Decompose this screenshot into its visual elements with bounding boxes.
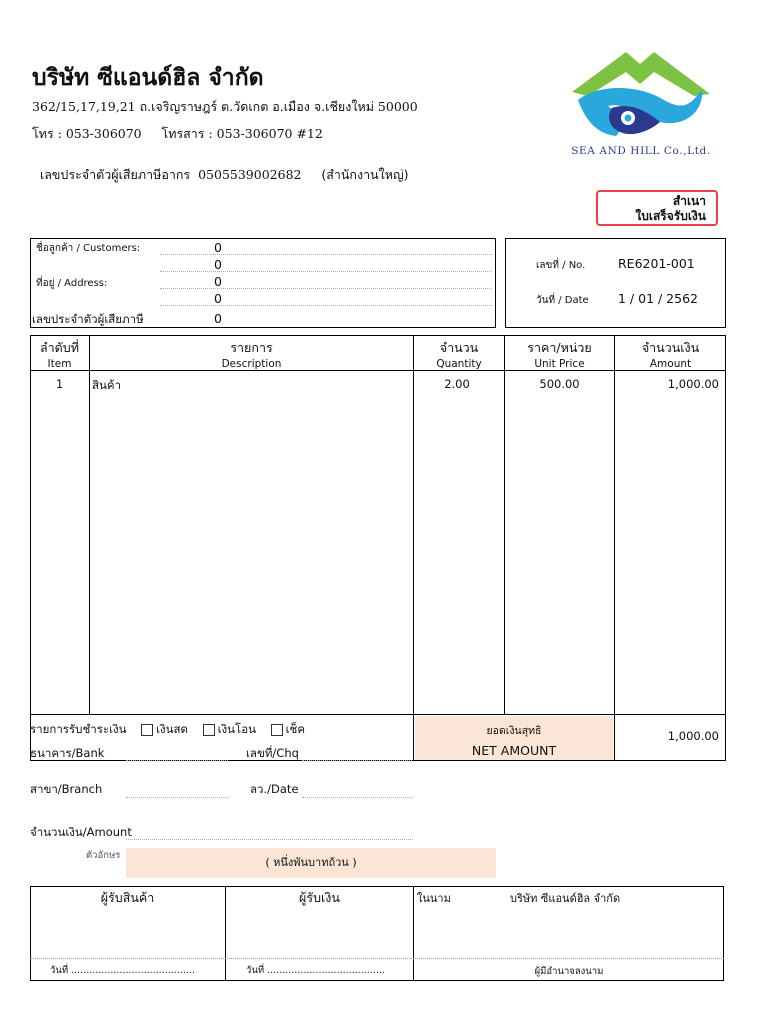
customer-tax-value: 0 bbox=[214, 311, 222, 326]
row-item: 1 bbox=[55, 377, 64, 391]
customer-address-label: ที่อยู่ / Address: bbox=[36, 278, 108, 289]
cash-checkbox[interactable] bbox=[141, 724, 153, 736]
invoice-no-label: เลขที่ / No. bbox=[536, 260, 586, 271]
table-divider bbox=[413, 335, 414, 761]
amount-label: จำนวนเงิน/Amount bbox=[30, 825, 132, 839]
header-amount-en: Amount bbox=[649, 358, 692, 370]
company-tax-id: 0505539002682 bbox=[198, 167, 302, 182]
net-amount-label-en: NET AMOUNT bbox=[471, 743, 557, 758]
on-behalf-company: บริษัท ซีแอนด์ฮิล จำกัด bbox=[510, 892, 621, 905]
cash-label: เงินสด bbox=[156, 722, 189, 736]
transfer-label: เงินโอน bbox=[217, 722, 256, 736]
row-unit-price: 500.00 bbox=[539, 377, 580, 391]
row-amount: 1,000.00 bbox=[667, 377, 719, 391]
company-name: บริษัท ซีแอนด์ฮิล จำกัด bbox=[32, 64, 264, 91]
invoice-info-box bbox=[505, 238, 726, 328]
header-unit-price-th: ราคา/หน่วย bbox=[527, 340, 592, 355]
company-address: 362/15,17,19,21 ถ.เจริญราษฎร์ ต.วัดเกต อ.เมือง จ.เชียงใหม่ 50000 bbox=[32, 99, 418, 114]
header-description bbox=[90, 338, 413, 370]
header-item-en: Item bbox=[47, 358, 72, 370]
items-table bbox=[30, 335, 726, 761]
bank-field[interactable] bbox=[126, 744, 228, 761]
cheque-checkbox[interactable] bbox=[271, 724, 283, 736]
table-divider bbox=[89, 335, 90, 715]
net-amount-label-th: ยอดเงินสุทธิ bbox=[486, 725, 542, 737]
header-amount-th: จำนวนเงิน bbox=[641, 340, 700, 355]
branch-label: สาขา/Branch bbox=[30, 782, 103, 796]
row-quantity: 2.00 bbox=[444, 377, 470, 391]
header-quantity bbox=[414, 338, 504, 370]
goods-receiver-label: ผู้รับสินค้า bbox=[100, 890, 155, 905]
words-label: ตัวอักษร bbox=[86, 850, 121, 861]
header-description-en: Description bbox=[221, 358, 282, 370]
authorized-signature-label: ผู้มีอำนาจลงนาม bbox=[534, 966, 604, 977]
table-divider bbox=[614, 335, 615, 761]
customer-address-value: 0 bbox=[160, 274, 492, 289]
amount-field[interactable] bbox=[126, 823, 413, 840]
company-branch: (สำนักงานใหญ่) bbox=[321, 167, 409, 182]
goods-receiver-date: วันที่ ......................................... bbox=[50, 965, 195, 976]
table-header-rule bbox=[30, 370, 726, 371]
invoice-date-value: 1 / 01 / 2562 bbox=[618, 291, 698, 306]
branch-field[interactable] bbox=[126, 781, 228, 798]
amount-in-words: ( หนึ่งพันบาทถ้วน ) bbox=[126, 848, 496, 878]
cheque-no-field[interactable] bbox=[302, 744, 412, 761]
header-item bbox=[30, 338, 89, 370]
customer-name-value-2: 0 bbox=[160, 257, 492, 272]
bank-label: ธนาคาร/Bank bbox=[30, 746, 105, 760]
money-receiver-label: ผู้รับเงิน bbox=[299, 890, 340, 905]
customer-address-value-2: 0 bbox=[160, 291, 492, 306]
header-unit-price bbox=[505, 338, 614, 370]
payment-label: รายการรับชำระเงิน bbox=[30, 722, 127, 736]
customer-name-label: ชื่อลูกค้า / Customers: bbox=[36, 243, 141, 254]
customer-tax-label: เลขประจำตัวผู้เสียภาษี bbox=[32, 312, 144, 326]
invoice-date-label: วันที่ / Date bbox=[536, 295, 589, 306]
cheque-date-label: ลว./Date bbox=[250, 782, 299, 796]
cheque-date-field[interactable] bbox=[302, 781, 412, 798]
header-description-th: รายการ bbox=[230, 340, 273, 355]
invoice-no-value: RE6201-001 bbox=[618, 256, 695, 271]
transfer-checkbox[interactable] bbox=[203, 724, 215, 736]
net-amount-value: 1,000.00 bbox=[667, 729, 719, 743]
header-item-th: ลำดับที่ bbox=[40, 340, 79, 355]
table-divider bbox=[504, 335, 505, 715]
logo-text: SEA AND HILL Co.,Ltd. bbox=[571, 145, 711, 157]
cheque-no-label: เลขที่/Chq bbox=[246, 746, 299, 760]
company-phone: โทร : 053-306070 โทรสาร : 053-306070 #12 bbox=[32, 126, 323, 141]
document-title-box bbox=[596, 190, 718, 226]
header-unit-price-en: Unit Price bbox=[534, 358, 585, 370]
cheque-label: เช็ค bbox=[285, 722, 306, 736]
table-footer-rule bbox=[30, 714, 726, 715]
company-tax-label: เลขประจำตัวผู้เสียภาษีอากร bbox=[39, 167, 191, 182]
signature-date-rule bbox=[30, 958, 724, 959]
copy-label: สำเนา bbox=[672, 194, 706, 208]
net-amount-label-box bbox=[415, 716, 613, 760]
on-behalf-label: ในนาม bbox=[417, 892, 451, 905]
customer-name-value: 0 bbox=[160, 240, 492, 255]
payment-methods bbox=[30, 721, 305, 739]
document-title: ใบเสร็จรับเงิน bbox=[635, 209, 706, 223]
header-quantity-en: Quantity bbox=[436, 358, 482, 370]
row-description: สินค้า bbox=[92, 378, 122, 392]
money-receiver-date: วันที่ ....................................... bbox=[246, 965, 385, 976]
header-quantity-th: จำนวน bbox=[439, 340, 479, 355]
company-logo bbox=[568, 44, 714, 144]
company-tax-row bbox=[32, 150, 409, 185]
header-amount bbox=[615, 338, 726, 370]
